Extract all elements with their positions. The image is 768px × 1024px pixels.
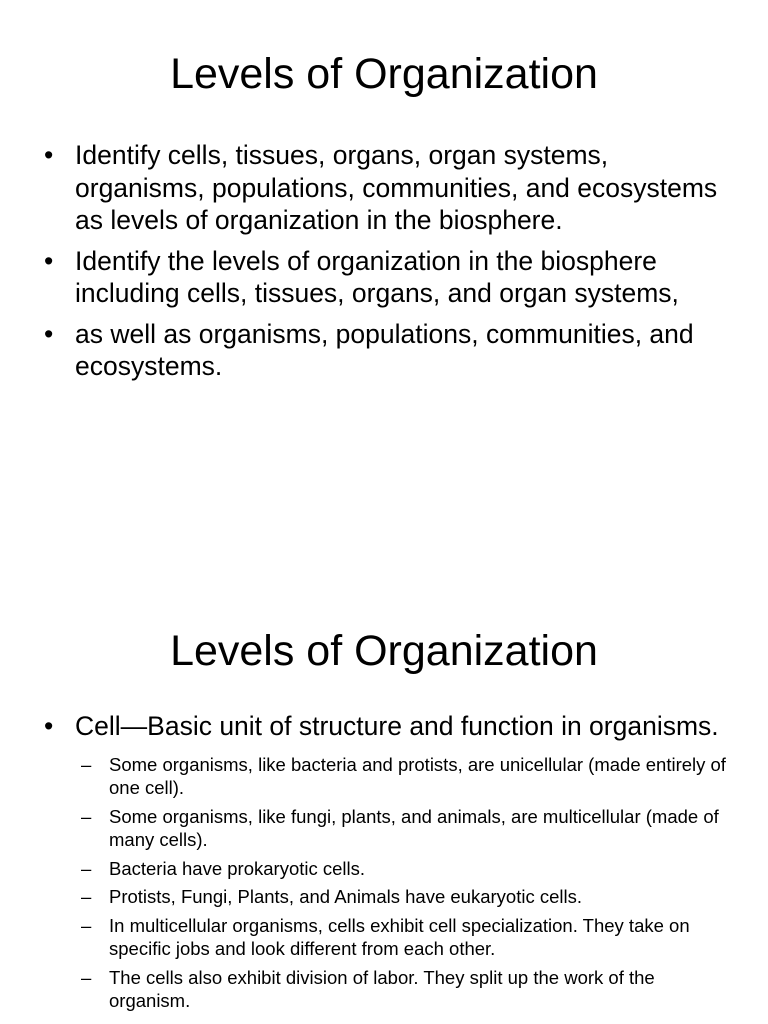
sub-bullet-text: Some organisms, like fungi, plants, and animals, are multicellular (made of many cells). [109,805,719,850]
bullet-marker: • [44,140,54,170]
slide-title: Levels of Organization [170,50,598,98]
bullet-item [0,318,768,383]
bullet-list [0,139,768,391]
bullet-item [0,139,768,237]
sub-bullet-text: Protists, Fungi, Plants, and Animals have eukaryotic cells. [109,886,582,907]
bullet-item [0,710,768,743]
sub-bullet-text: Some organisms, like bacteria and protists, are unicellular (made entirely of one cell). [109,753,726,798]
sub-bullet-item [0,857,768,881]
dash-marker: – [81,805,92,827]
dash-marker: – [81,857,92,879]
slide-2 [0,576,768,1024]
bullet-text: Cell—Basic unit of structure and function in organisms. [75,711,719,741]
sub-bullet-item [0,914,768,961]
sub-bullet-item [0,885,768,909]
dash-marker: – [81,966,92,988]
bullet-text: Identify cells, tissues, organs, organ systems, organisms, populations, communities, and ecosystems as levels of organization in the biosphere. [75,140,718,235]
sub-bullet-item [0,966,768,1013]
sub-bullet-container [0,753,768,1013]
sub-bullet-item [0,753,768,800]
dash-marker: – [81,753,92,775]
bullet-marker: • [44,711,54,741]
bullet-item [0,245,768,310]
sub-bullet-text: Bacteria have prokaryotic cells. [109,857,366,879]
sub-bullet-text: The cells also exhibit division of labor. They split up the work of the organism. [109,966,655,1011]
sub-bullet-list [0,753,768,1013]
dash-marker: – [81,886,92,907]
bullet-list [0,710,768,1018]
bullet-text: Identify the levels of organization in the biosphere including cells, tissues, organs, and organ systems, [75,245,679,308]
slide-title: Levels of Organization [170,627,598,675]
dash-marker: – [81,914,92,936]
sub-bullet-text: In multicellular organisms, cells exhibit cell specialization. They take on specific jobs and look different from each other. [109,914,690,959]
bullet-text: as well as organisms, populations, communities, and ecosystems. [75,318,694,381]
bullet-marker: • [44,245,54,276]
sub-bullet-item [0,805,768,852]
bullet-marker: • [44,318,54,349]
